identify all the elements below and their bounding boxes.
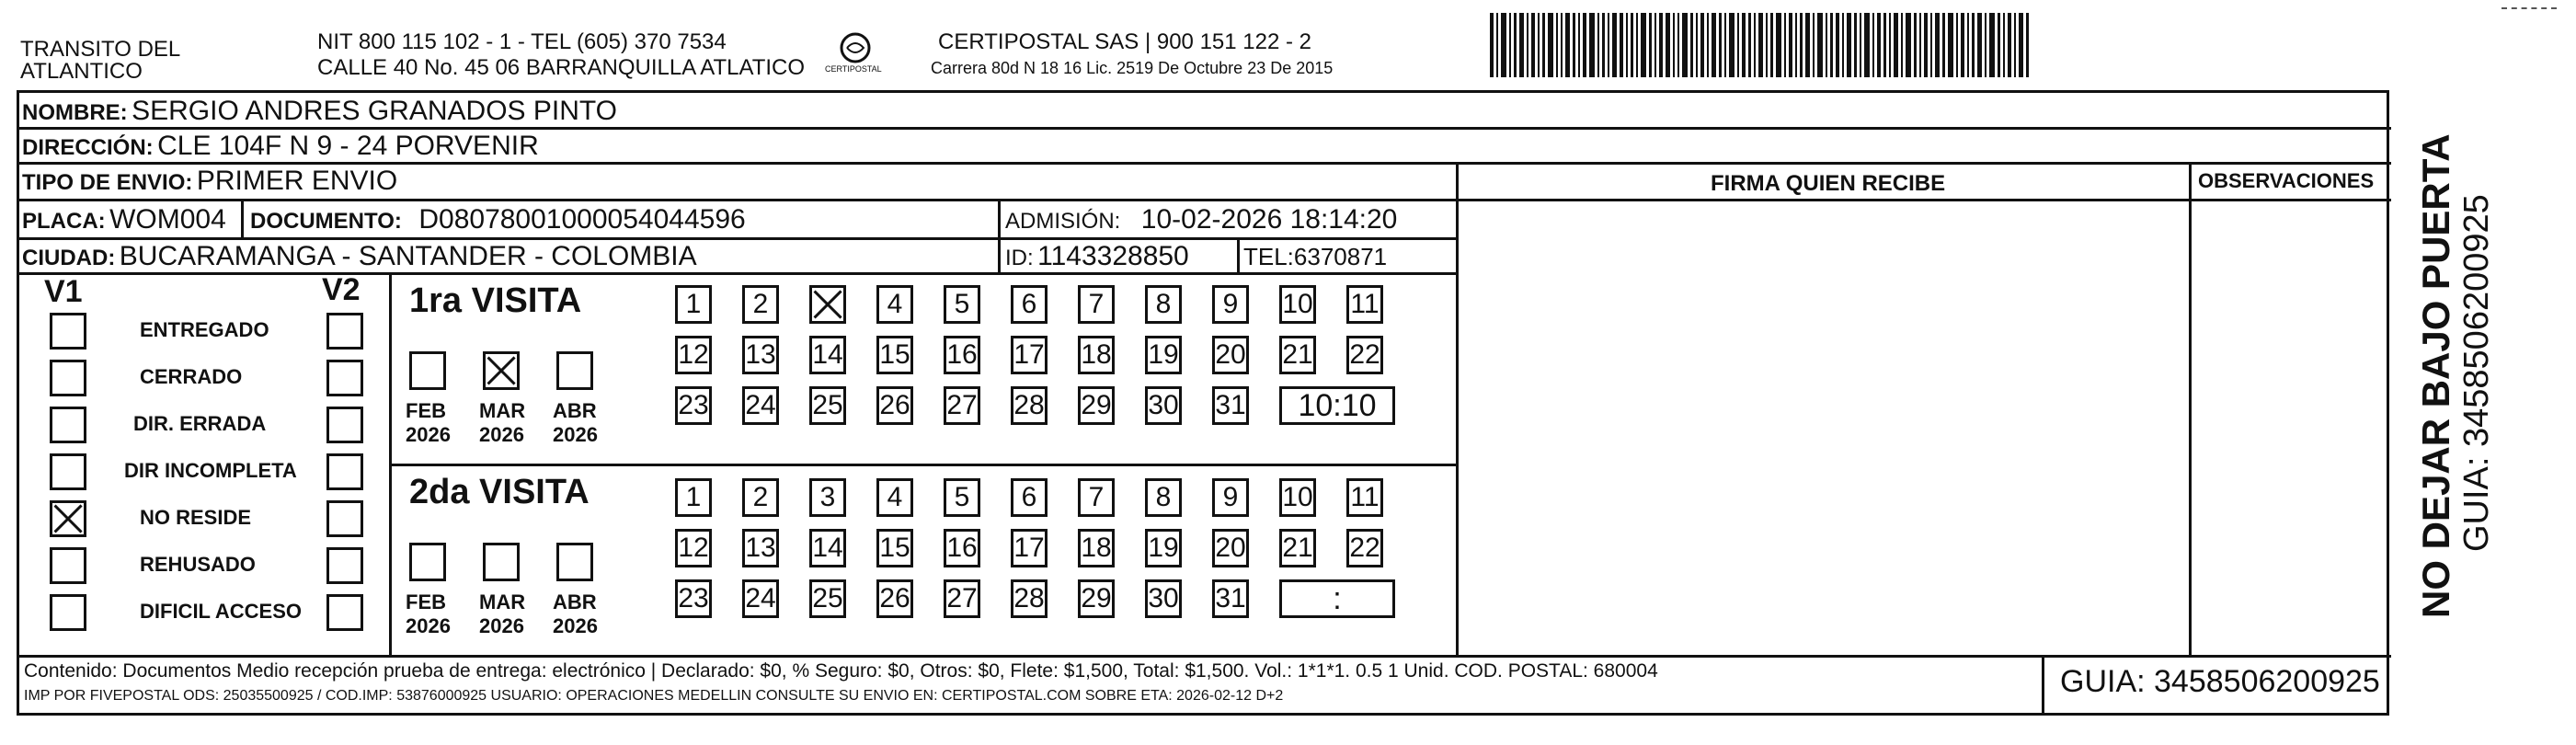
barcode-bar	[1673, 13, 1675, 77]
barcode-bar	[1998, 13, 2000, 77]
barcode-bar	[1967, 13, 1969, 77]
barcode-bar	[1817, 13, 1823, 77]
barcode-bar	[1961, 13, 1964, 77]
visit1-month-label: FEB	[406, 399, 446, 422]
visit2-time-box[interactable]: :	[1279, 579, 1395, 618]
barcode-bar	[1989, 13, 1995, 77]
admision-label: ADMISIÓN:	[1005, 209, 1121, 234]
barcode-bar	[1872, 13, 1874, 77]
nombre-value: SERGIO ANDRES GRANADOS PINTO	[132, 96, 617, 126]
admision-value: 10-02-2026 18:14:20	[1140, 204, 1398, 235]
visit2-month-label: FEB	[406, 590, 446, 613]
barcode-bar	[1956, 13, 1958, 77]
visit1-day-box[interactable]: 18	[1078, 336, 1115, 374]
barcode-bar	[1612, 13, 1617, 77]
v2-checkbox[interactable]	[326, 313, 363, 350]
barcode-bar	[1795, 13, 1797, 77]
visit1-day-box[interactable]: 29	[1078, 386, 1115, 425]
id-field	[1005, 241, 1189, 272]
visit1-day-box[interactable]	[809, 285, 846, 324]
top-right-dash	[2502, 7, 2557, 11]
barcode-bar	[1770, 13, 1773, 77]
barcode-bar	[1626, 13, 1628, 77]
visit1-day-box[interactable]: 22	[1346, 336, 1383, 374]
barcode-bar	[1707, 13, 1709, 77]
barcode-bar	[1942, 13, 1945, 77]
visit2-day-box[interactable]: 8	[1145, 478, 1182, 517]
tipo-field	[22, 166, 397, 197]
visit1-day-box[interactable]: 15	[876, 336, 913, 374]
barcode-bar	[1538, 13, 1540, 77]
certipostal-logo	[823, 31, 887, 79]
rule-footer	[17, 655, 2391, 658]
status-label: NO RESIDE	[140, 506, 252, 529]
barcode-bar	[1748, 13, 1751, 77]
visit1-month-checkbox[interactable]	[556, 351, 593, 390]
v2-header: V2	[322, 272, 361, 307]
visit1-day-box[interactable]: 27	[944, 386, 980, 425]
visit1-day-box[interactable]: 2	[742, 285, 779, 324]
barcode-bar	[1602, 13, 1605, 77]
visit2-day-box[interactable]: 26	[876, 579, 913, 618]
visit1-title: 1ra VISITA	[409, 281, 582, 320]
visit1-day-box[interactable]: 19	[1145, 336, 1182, 374]
tipo-label: TIPO DE ENVIO:	[22, 170, 193, 195]
barcode-bar	[1906, 13, 1911, 77]
footer-guia: GUIA: 3458506200925	[2060, 664, 2380, 699]
barcode-bar	[1597, 13, 1599, 77]
visit1-time-box[interactable]: 10:10	[1279, 386, 1395, 425]
nit-line: NIT 800 115 102 - 1 - TEL (605) 370 7534	[317, 29, 727, 54]
visit2-month-label: MAR	[479, 590, 526, 613]
firma-header: FIRMA QUIEN RECIBE	[1711, 171, 1946, 196]
barcode-bar	[1977, 13, 1982, 77]
v2-checkbox[interactable]	[326, 360, 363, 396]
v1-checkbox[interactable]	[50, 547, 86, 584]
visit2-day-box[interactable]: 19	[1145, 529, 1182, 567]
visit2-day-box[interactable]: 15	[876, 529, 913, 567]
status-label: CERRADO	[140, 365, 243, 388]
v2-checkbox[interactable]	[326, 453, 363, 490]
visit2-month-checkbox[interactable]	[409, 543, 446, 581]
visit1-day-box[interactable]: 12	[675, 336, 712, 374]
visit1-day-box[interactable]: 24	[742, 386, 779, 425]
documento-label: DOCUMENTO:	[250, 209, 402, 234]
barcode-bar	[1677, 13, 1679, 77]
barcode-bar	[1972, 13, 1975, 77]
barcode-bar	[1847, 13, 1851, 77]
visit2-day-box[interactable]: 16	[944, 529, 980, 567]
visit2-day-box[interactable]: 2	[742, 478, 779, 517]
visit2-day-box[interactable]: 1	[675, 478, 712, 517]
barcode-bar	[1919, 13, 1921, 77]
barcode-bar	[1826, 13, 1827, 77]
visit2-day-box[interactable]: 17	[1011, 529, 1048, 567]
barcode-bar	[1561, 13, 1563, 77]
documento-field	[250, 204, 746, 235]
barcode-bar	[1649, 13, 1652, 77]
barcode-bar	[1490, 13, 1494, 77]
side-warning: NO DEJAR BAJO PUERTA	[2414, 133, 2457, 618]
visit2-day-box[interactable]: 25	[809, 579, 846, 618]
barcode-bar	[2003, 13, 2005, 77]
v1-checkbox[interactable]	[50, 594, 86, 631]
barcode-bar	[1542, 13, 1545, 77]
rule-direccion	[17, 162, 2391, 165]
visit1-month-year: 2026	[553, 423, 598, 446]
visit2-month-year: 2026	[479, 614, 524, 637]
rule-ciudad	[17, 272, 1456, 275]
visit1-day-box[interactable]: 26	[876, 386, 913, 425]
barcode-bar	[2014, 13, 2016, 77]
tel-field	[1243, 243, 1387, 271]
barcode-bar	[1514, 13, 1517, 77]
company-name-line1: TRANSITO DEL	[20, 37, 181, 62]
visit1-month-checkbox[interactable]	[483, 351, 520, 390]
documento-value: D08078001000054044596	[418, 204, 746, 235]
rule-placa	[17, 237, 1456, 240]
visit2-title: 2da VISITA	[409, 473, 590, 511]
visit2-day-box[interactable]: 7	[1078, 478, 1115, 517]
footer-imp-line: IMP POR FIVEPOSTAL ODS: 25035500925 / COD.IMP: 53876000925 USUARIO: OPERACIONES MEDELLIN CONSULTE SU ENVIO EN: CERTIPOSTAL.COM SOBRE ETA: 2026-02-12 D+2	[24, 688, 1284, 704]
direccion-field	[22, 131, 539, 162]
visit2-day-box[interactable]: 10	[1279, 478, 1316, 517]
visit2-day-box[interactable]: 27	[944, 579, 980, 618]
visit1-month-label: ABR	[553, 399, 597, 422]
barcode-bar	[1578, 13, 1580, 77]
observaciones-header: OBSERVACIONES	[2198, 169, 2375, 192]
visit2-day-box[interactable]: 23	[675, 579, 712, 618]
signature-area[interactable]	[1460, 201, 2186, 652]
barcode-bar	[1501, 13, 1506, 77]
v2-checkbox[interactable]	[326, 500, 363, 537]
visit1-day-box[interactable]: 7	[1078, 285, 1115, 324]
visit1-day-box[interactable]: 21	[1279, 336, 1316, 374]
barcode	[1490, 13, 2180, 77]
barcode-bar	[1864, 13, 1870, 77]
visit2-month-year: 2026	[406, 614, 451, 637]
barcode-bar	[1548, 13, 1553, 77]
visit1-day-box[interactable]: 17	[1011, 336, 1048, 374]
barcode-bar	[1556, 13, 1558, 77]
visit2-day-box[interactable]: 5	[944, 478, 980, 517]
tel-value: 6370871	[1293, 243, 1388, 270]
ciudad-field	[22, 241, 697, 272]
barcode-bar	[1608, 13, 1609, 77]
barcode-bar	[1742, 13, 1746, 77]
status-label: DIFICIL ACCESO	[140, 600, 303, 623]
visit1-day-box[interactable]: 30	[1145, 386, 1182, 425]
visit1-day-box[interactable]: 10	[1279, 285, 1316, 324]
placa-field	[22, 204, 226, 235]
visit2-month-year: 2026	[553, 614, 598, 637]
barcode-bar	[1924, 13, 1928, 77]
v1-checkbox[interactable]	[50, 500, 86, 537]
visit1-month-year: 2026	[479, 423, 524, 446]
status-label: REHUSADO	[140, 553, 256, 576]
visit2-month-checkbox[interactable]	[556, 543, 593, 581]
barcode-bar	[1784, 13, 1786, 77]
logo-text: CERTIPOSTAL	[825, 64, 882, 74]
visit1-day-box[interactable]: 14	[809, 336, 846, 374]
visit2-day-box[interactable]: 30	[1145, 579, 1182, 618]
visit2-day-box[interactable]: 3	[809, 478, 846, 517]
admision-field	[1005, 204, 1397, 235]
visit1-day-box[interactable]: 11	[1346, 285, 1383, 324]
barcode-bar	[1830, 13, 1833, 77]
status-label: DIR INCOMPLETA	[124, 459, 297, 482]
visit1-month-label: MAR	[479, 399, 526, 422]
visit1-day-box[interactable]: 1	[675, 285, 712, 324]
barcode-bar	[1800, 13, 1803, 77]
barcode-bar	[1766, 13, 1768, 77]
visit2-day-box[interactable]: 22	[1346, 529, 1383, 567]
visit2-day-box[interactable]: 21	[1279, 529, 1316, 567]
nombre-label: NOMBRE:	[22, 100, 128, 125]
tel-label: TEL:	[1243, 243, 1294, 270]
barcode-bar	[1654, 13, 1656, 77]
barcode-bar	[1700, 13, 1704, 77]
barcode-bar	[1854, 13, 1857, 77]
visit2-day-box[interactable]: 24	[742, 579, 779, 618]
visit1-day-box[interactable]: 4	[876, 285, 913, 324]
visit1-day-box[interactable]: 20	[1212, 336, 1249, 374]
visit2-day-box[interactable]: 31	[1212, 579, 1249, 618]
barcode-bar	[1690, 13, 1693, 77]
barcode-bar	[1719, 13, 1722, 77]
barcode-bar	[1666, 13, 1670, 77]
barcode-bar	[1573, 13, 1575, 77]
barcode-bar	[1631, 13, 1633, 77]
visit2-day-box[interactable]: 14	[809, 529, 846, 567]
barcode-bar	[1737, 13, 1739, 77]
placa-value: WOM004	[109, 204, 226, 235]
visit2-month-checkbox[interactable]	[483, 543, 520, 581]
visit1-month-checkbox[interactable]	[409, 351, 446, 390]
footer-content-line: Contenido: Documentos Medio recepción prueba de entrega: electrónico | Declarado: $0, % Seguro: $0, Otros: $0, Flete: $1,500, Total: $1,500. Vol.: 1*1*1. 0.5 1 Unid. COD. POSTAL: 680004	[24, 660, 1658, 682]
barcode-bar	[1531, 13, 1535, 77]
v2-checkbox[interactable]	[326, 547, 363, 584]
barcode-bar	[1930, 13, 1932, 77]
nombre-field	[22, 96, 617, 127]
barcode-bar	[1901, 13, 1903, 77]
barcode-bar	[1565, 13, 1570, 77]
status-label: ENTREGADO	[140, 318, 269, 341]
barcode-bar	[1948, 13, 1953, 77]
barcode-bar	[1776, 13, 1781, 77]
barcode-bar	[1842, 13, 1844, 77]
barcode-bar	[1883, 13, 1886, 77]
visit2-day-box[interactable]: 11	[1346, 478, 1383, 517]
rule-tipo	[17, 199, 1456, 201]
visit2-day-box[interactable]: 6	[1011, 478, 1048, 517]
barcode-bar	[1985, 13, 1986, 77]
visit1-day-box[interactable]: 23	[675, 386, 712, 425]
ciudad-label: CIUDAD:	[22, 246, 116, 270]
barcode-bar	[1860, 13, 1861, 77]
barcode-bar	[1889, 13, 1891, 77]
visit1-day-box[interactable]: 6	[1011, 285, 1048, 324]
observaciones-area[interactable]	[2192, 201, 2389, 652]
barcode-bar	[1583, 13, 1586, 77]
barcode-bar	[1754, 13, 1756, 77]
barcode-bar	[2008, 13, 2011, 77]
visit1-day-box[interactable]: 8	[1145, 285, 1182, 324]
direccion-label: DIRECCIÓN:	[22, 135, 154, 160]
barcode-bar	[1641, 13, 1646, 77]
tipo-value: PRIMER ENVIO	[196, 166, 398, 196]
direccion-value: CLE 104F N 9 - 24 PORVENIR	[157, 131, 539, 161]
visit2-day-box[interactable]: 13	[742, 529, 779, 567]
status-label: DIR. ERRADA	[133, 412, 267, 435]
visit1-day-box[interactable]: 5	[944, 285, 980, 324]
visit2-month-label: ABR	[553, 590, 597, 613]
barcode-bar	[1636, 13, 1638, 77]
barcode-bar	[1696, 13, 1698, 77]
barcode-bar	[1729, 13, 1735, 77]
barcode-bar	[1813, 13, 1815, 77]
barcode-bar	[1877, 13, 1881, 77]
v1-checkbox[interactable]	[50, 313, 86, 350]
barcode-bar	[1589, 13, 1595, 77]
visit2-day-box[interactable]: 12	[675, 529, 712, 567]
barcode-bar	[1805, 13, 1810, 77]
barcode-bar	[1659, 13, 1663, 77]
v2-checkbox[interactable]	[326, 594, 363, 631]
header	[0, 0, 2576, 92]
id-label: ID:	[1005, 246, 1034, 270]
v1-checkbox[interactable]	[50, 360, 86, 396]
visit2-day-box[interactable]: 9	[1212, 478, 1249, 517]
address-line: CALLE 40 No. 45 06 BARRANQUILLA ATLATICO	[317, 55, 806, 80]
barcode-bar	[1836, 13, 1839, 77]
visit1-day-box[interactable]: 9	[1212, 285, 1249, 324]
visit1-day-box[interactable]: 28	[1011, 386, 1048, 425]
visit1-day-box[interactable]: 25	[809, 386, 846, 425]
visit2-day-box[interactable]: 4	[876, 478, 913, 517]
visit1-day-box[interactable]: 31	[1212, 386, 1249, 425]
barcode-bar	[2019, 13, 2023, 77]
barcode-bar	[1935, 13, 1940, 77]
visit2-day-box[interactable]: 29	[1078, 579, 1115, 618]
company-name-line2: ATLANTICO	[20, 59, 143, 84]
v1-header: V1	[44, 274, 83, 309]
certipostal-line2: Carrera 80d N 18 16 Lic. 2519 De Octubre 23 De 2015	[931, 59, 1334, 77]
visit1-day-box[interactable]: 16	[944, 336, 980, 374]
id-value: 1143328850	[1037, 241, 1189, 271]
barcode-bar	[1527, 13, 1528, 77]
certipostal-line1: CERTIPOSTAL SAS | 900 151 122 - 2	[938, 29, 1311, 54]
barcode-bar	[1724, 13, 1726, 77]
barcode-bar	[1519, 13, 1524, 77]
v2-checkbox[interactable]	[326, 407, 363, 443]
ciudad-value: BUCARAMANGA - SANTANDER - COLOMBIA	[119, 241, 697, 271]
barcode-bar	[1894, 13, 1898, 77]
barcode-bar	[1712, 13, 1716, 77]
visit1-day-box[interactable]: 13	[742, 336, 779, 374]
barcode-bar	[1682, 13, 1688, 77]
visit2-day-box[interactable]: 28	[1011, 579, 1048, 618]
barcode-bar	[1509, 13, 1511, 77]
visit2-day-box[interactable]: 20	[1212, 529, 1249, 567]
barcode-bar	[1758, 13, 1763, 77]
visit1-month-year: 2026	[406, 423, 451, 446]
v1-checkbox[interactable]	[50, 453, 86, 490]
barcode-bar	[2026, 13, 2029, 77]
barcode-bar	[1789, 13, 1792, 77]
side-guia: GUIA: 3458506200925	[2457, 194, 2496, 552]
barcode-bar	[1496, 13, 1498, 77]
barcode-bar	[1620, 13, 1623, 77]
visit2-day-box[interactable]: 18	[1078, 529, 1115, 567]
v1-checkbox[interactable]	[50, 407, 86, 443]
placa-label: PLACA:	[22, 209, 106, 234]
rule-nombre	[17, 127, 2391, 130]
barcode-bar	[1914, 13, 1917, 77]
